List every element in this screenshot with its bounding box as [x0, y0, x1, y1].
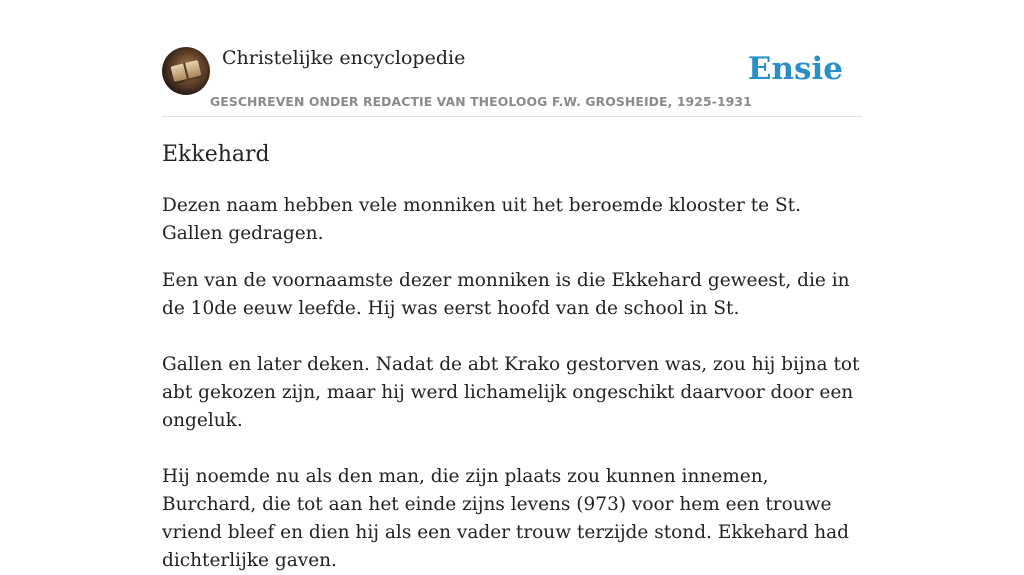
site-header [162, 47, 862, 117]
article-title: Ekkehard [162, 142, 270, 167]
site-title[interactable]: Christelijke encyclopedie [222, 47, 466, 69]
site-subtitle: GESCHREVEN ONDER REDACTIE VAN THEOLOOG F.W. GROSHEIDE, 1925-1931 [210, 94, 752, 109]
article-paragraph: Hij noemde nu als den man, die zijn plaats zou kunnen innemen, Burchard, die tot aan het einde zijns levens (973) voor hem een trouwe vriend bleef en dien hij als een vader trouw terzijde stond. Ekkehard had dichterlijke gaven. [162, 466, 849, 571]
encyclopedia-avatar[interactable] [162, 47, 210, 95]
brand-logo-link[interactable]: Ensie [747, 51, 843, 87]
article [162, 140, 862, 575]
article-paragraph: Gallen en later deken. Nadat de abt Krako gestorven was, zou hij bijna tot abt gekozen zijn, maar hij werd lichamelijk ongeschikt daarvoor door een ongeluk. [162, 354, 860, 431]
article-paragraph: Dezen naam hebben vele monniken uit het beroemde klooster te St. Gallen gedragen. [162, 195, 801, 244]
article-paragraph: Een van de voornaamste dezer monniken is die Ekkehard geweest, die in de 10de eeuw leefde. Hij was eerst hoofd van de school in St. [162, 270, 850, 319]
